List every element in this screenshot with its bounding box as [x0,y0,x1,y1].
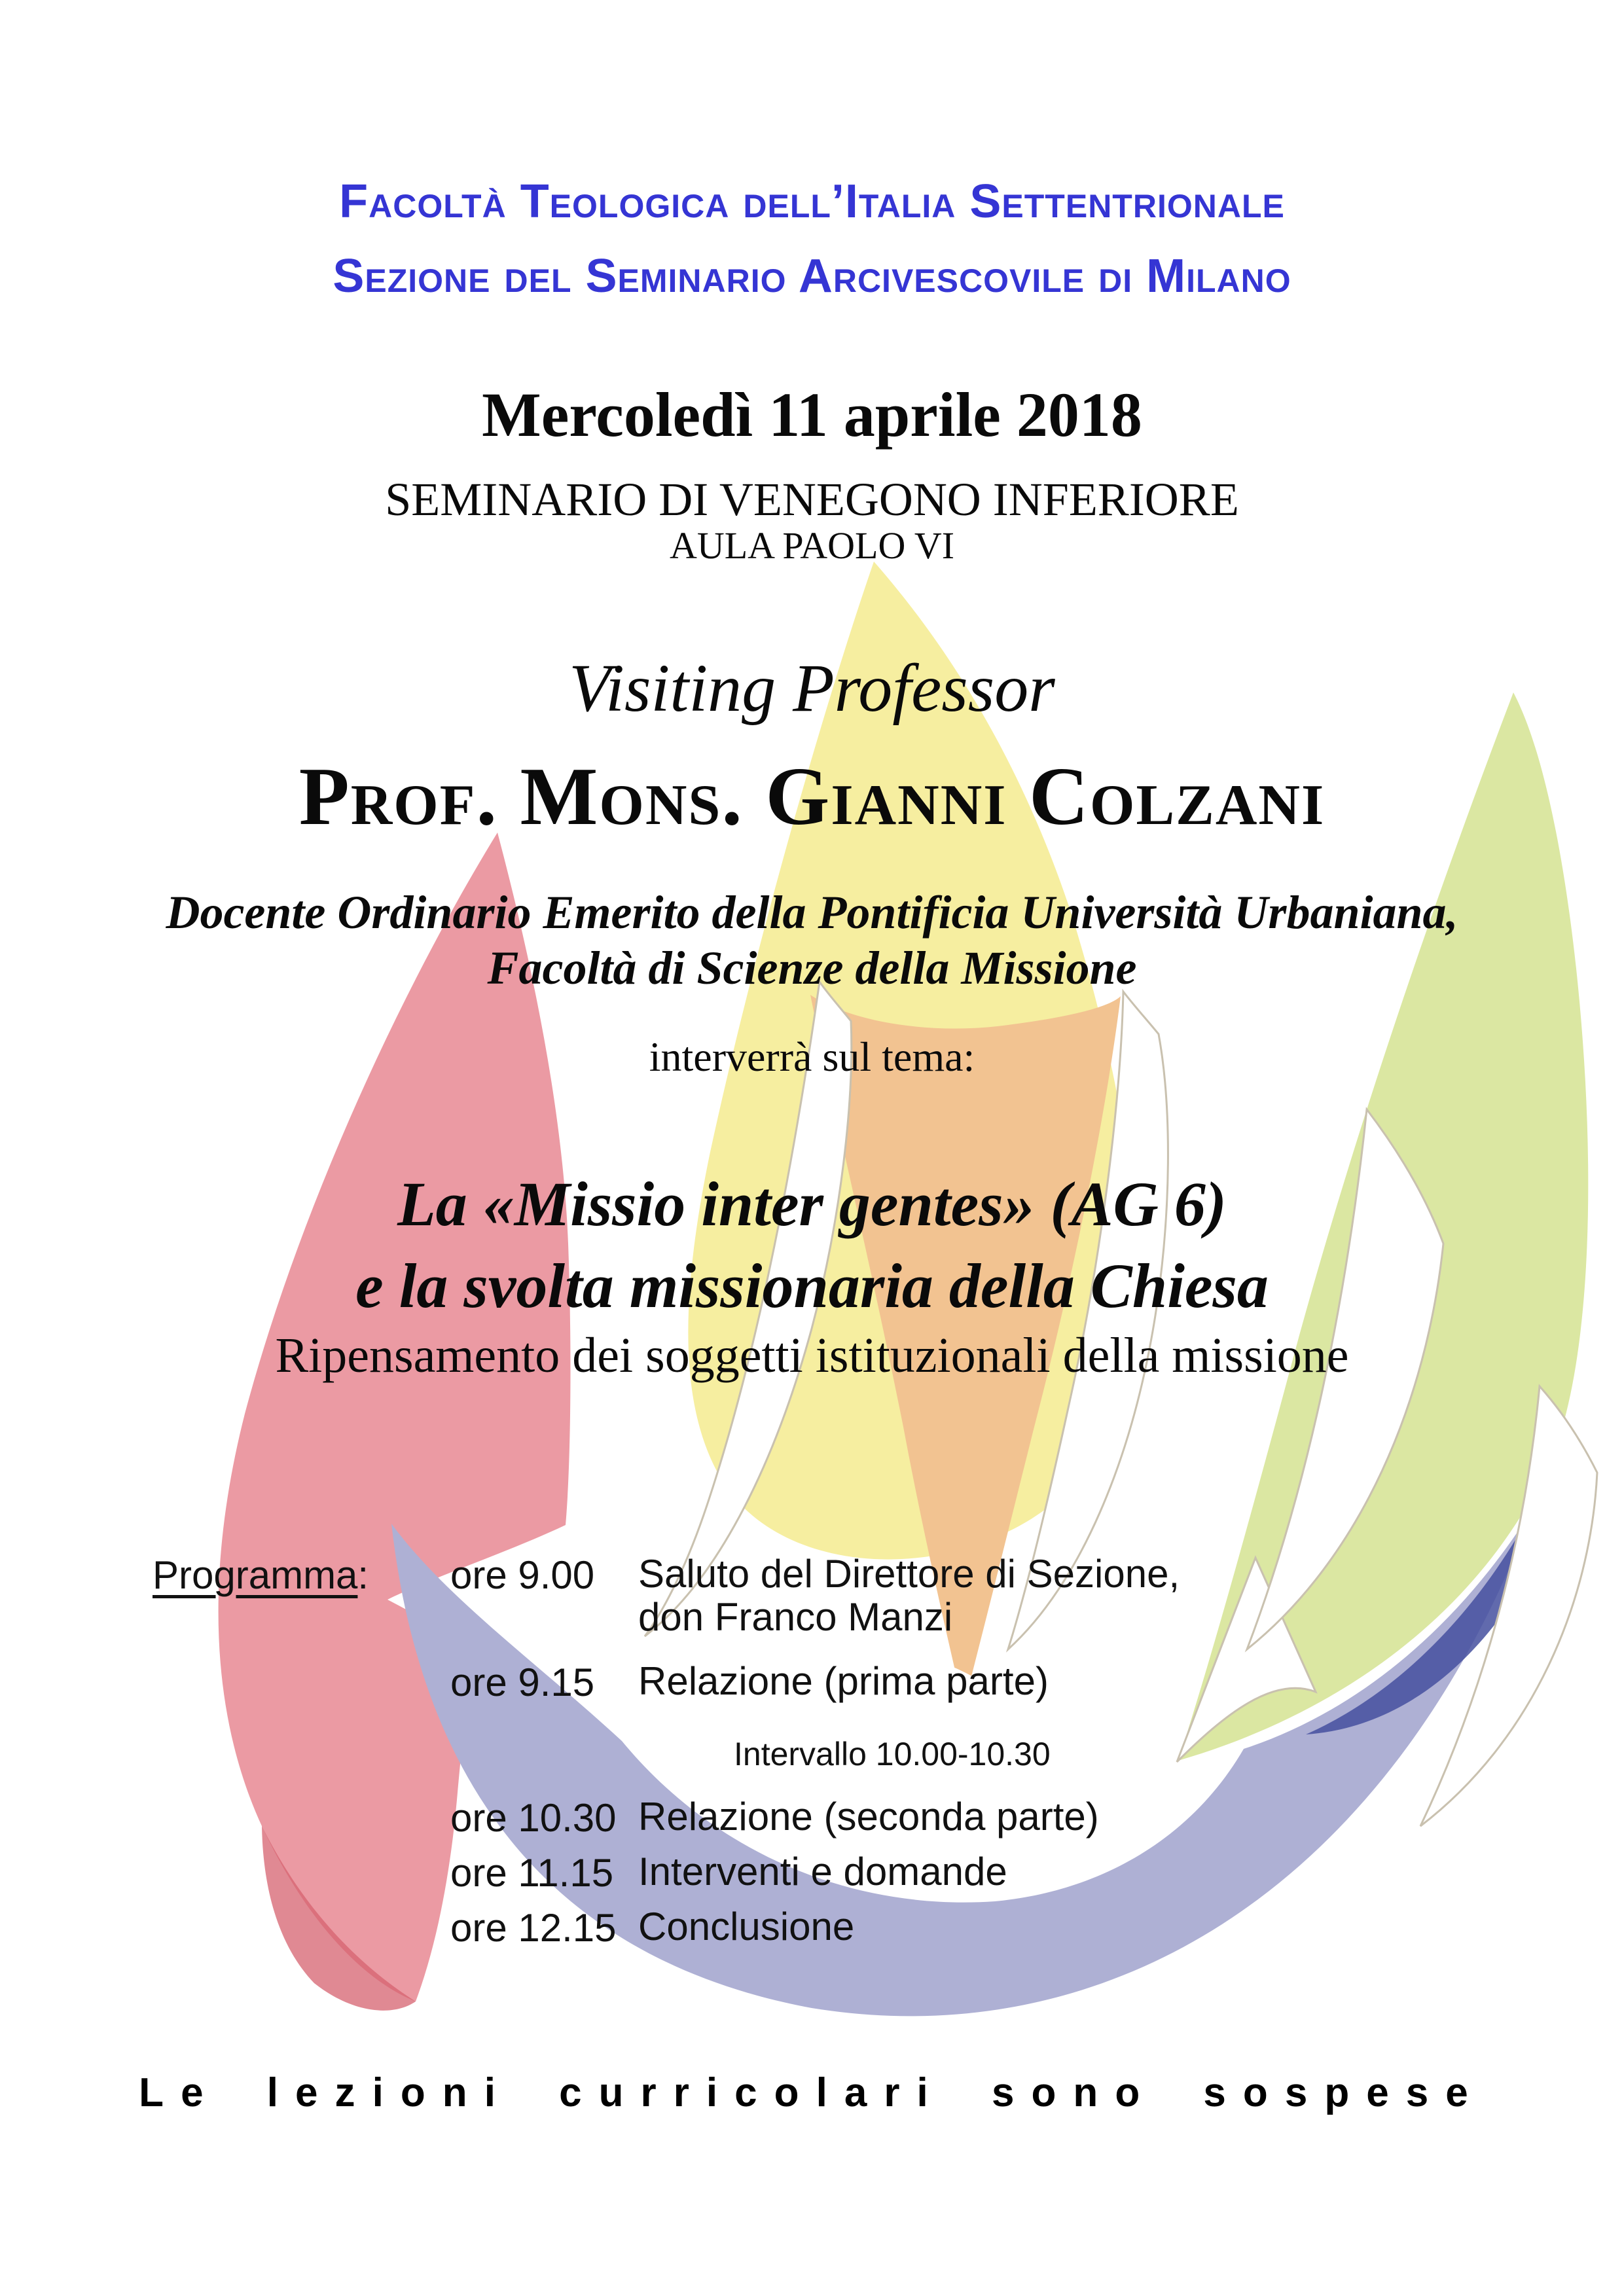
program-time-3: ore 10.30 [450,1796,617,1840]
program-time-1: ore 9.00 [450,1553,595,1597]
faculty-header-line1: Facoltà Teologica dell’Italia Settentrionale [339,175,1285,228]
speaker-name: Prof. Mons. Gianni Colzani [298,751,1326,842]
speaker-role: Visiting Professor [569,651,1055,726]
program-desc-1 [638,1552,1180,1639]
lecture-title-line1: La «Missio inter gentes» (AG 6) [397,1169,1227,1239]
lecture-title-line2: e la svolta missionaria della Chiesa [355,1250,1269,1321]
program-interval: Intervallo 10.00-10.30 [734,1736,1051,1772]
program-time-5: ore 12.15 [450,1906,617,1950]
program-time-4: ore 11.15 [450,1851,614,1895]
event-venue: SEMINARIO DI VENEGONO INFERIORE [385,473,1239,526]
event-date: Mercoledì 11 aprile 2018 [482,380,1142,450]
faculty-header [0,165,1624,314]
program-desc-1-line2: don Franco Manzi [638,1595,953,1639]
program-desc-1-line1: Saluto del Direttore di Sezione, [638,1552,1180,1596]
program-label [153,1552,369,1598]
lecture-subtitle: Ripensamento dei soggetti istituzionali della missione [275,1328,1349,1383]
speaker-affiliation-line2: Facoltà di Scienze della Missione [487,941,1137,994]
program-desc-5: Conclusione [638,1905,855,1948]
lecture-intro: interverrà sul tema: [649,1033,975,1080]
program-desc-3: Relazione (seconda parte) [638,1795,1099,1839]
speaker-affiliation-line1: Docente Ordinario Emerito della Pontificia Università Urbaniana, [166,886,1458,939]
program-label-colon: : [357,1553,369,1597]
program-desc-4: Interventi e domande [638,1850,1007,1893]
event-room: AULA PAOLO VI [669,524,955,567]
lecture-title [0,1164,1624,1327]
program-desc-2: Relazione (prima parte) [638,1659,1049,1703]
program-time-2: ore 9.15 [450,1660,595,1704]
program-section [153,1552,1527,2011]
speaker-affiliation [0,885,1624,996]
program-label-text: Programma [153,1553,358,1597]
lessons-suspended-notice: Le lezioni curricolari sono sospese [139,2070,1485,2115]
faculty-header-line2: Sezione del Seminario Arcivescovile di Milano [333,249,1291,302]
